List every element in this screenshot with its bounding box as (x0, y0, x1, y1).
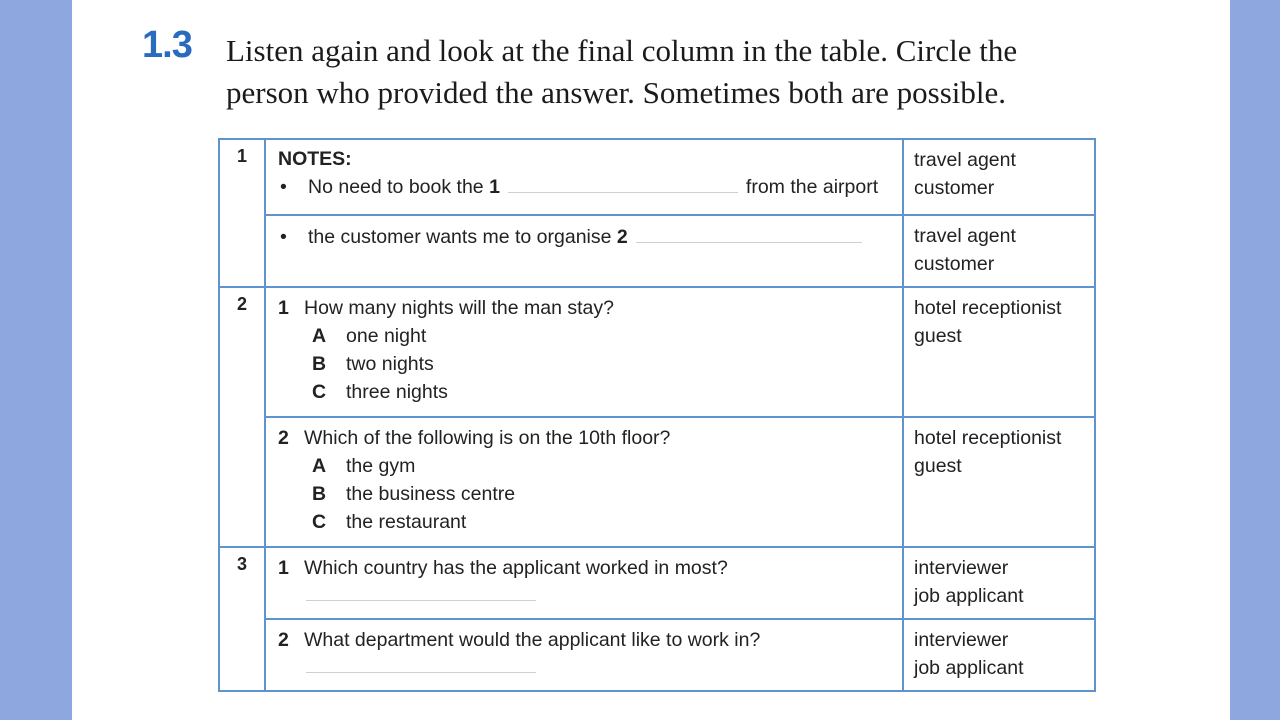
table-row (219, 619, 1095, 691)
question (278, 294, 892, 322)
gap-blank-1[interactable] (508, 174, 738, 193)
answer-cell (903, 619, 1095, 691)
option-letter: C (312, 381, 327, 403)
answer-cell (903, 139, 1095, 215)
option-text: the gym (346, 455, 416, 477)
question-cell (265, 287, 903, 417)
option-b[interactable] (278, 350, 892, 378)
question-number: 2 (278, 427, 289, 449)
question-cell (265, 619, 903, 691)
option-c[interactable] (278, 378, 892, 406)
row-index: 3 (219, 547, 265, 691)
option-a[interactable] (278, 322, 892, 350)
answer-option[interactable]: hotel receptionist (914, 427, 1062, 449)
note-text: the customer wants me to organise (308, 226, 612, 248)
option-letter: A (312, 455, 327, 477)
table-row (219, 287, 1095, 417)
option-c[interactable] (278, 508, 892, 536)
option-letter: C (312, 511, 327, 533)
option-text: the business centre (346, 483, 516, 505)
option-text: two nights (346, 353, 434, 375)
question-text: How many nights will the man stay? (304, 297, 614, 319)
option-text: one night (346, 325, 427, 347)
question-number: 2 (278, 629, 289, 651)
option-letter: B (312, 483, 327, 505)
answer-option[interactable]: interviewer (914, 629, 1009, 651)
exercise-table (218, 138, 1096, 692)
answer-cell (903, 287, 1095, 417)
answer-cell (903, 417, 1095, 547)
option-letter: A (312, 325, 327, 347)
question-text: Which country has the applicant worked in most? (304, 557, 728, 579)
option-text: the restaurant (346, 511, 467, 533)
answer-option[interactable]: interviewer (914, 557, 1009, 579)
row-index: 1 (219, 139, 265, 287)
answer-option[interactable]: hotel receptionist (914, 297, 1062, 319)
textbook-page (72, 0, 1230, 720)
option-letter: B (312, 353, 327, 375)
answer-option[interactable]: travel agent (914, 225, 1016, 247)
answer-cell (903, 215, 1095, 287)
answer-blank[interactable] (306, 654, 536, 673)
question-cell (265, 547, 903, 619)
table-row (219, 417, 1095, 547)
answer-option[interactable]: job applicant (914, 585, 1024, 607)
answer-blank[interactable] (306, 582, 536, 601)
option-a[interactable] (278, 452, 892, 480)
question (278, 626, 892, 654)
notes-cell (265, 215, 903, 287)
note-bullet (278, 222, 892, 252)
answer-option[interactable]: customer (914, 253, 995, 275)
question (278, 554, 892, 582)
answer-option[interactable]: job applicant (914, 657, 1024, 679)
answer-option[interactable]: travel agent (914, 149, 1016, 171)
table-row (219, 139, 1095, 215)
option-text: three nights (346, 381, 448, 403)
question-text: What department would the applicant like to work in? (304, 629, 761, 651)
question-number: 1 (278, 297, 289, 319)
answer-option[interactable]: guest (914, 325, 962, 347)
gap-number: 2 (616, 226, 628, 248)
question (278, 424, 892, 452)
bullet-dot-icon: • (280, 176, 287, 198)
table-row (219, 215, 1095, 287)
answer-option[interactable]: guest (914, 455, 962, 477)
table-row (219, 547, 1095, 619)
notes-cell (265, 139, 903, 215)
gap-number: 1 (489, 176, 500, 198)
gap-blank-2[interactable] (636, 224, 862, 243)
row-index: 2 (219, 287, 265, 547)
question-text: Which of the following is on the 10th floor? (304, 427, 671, 449)
notes-title: NOTES: (278, 148, 352, 170)
answer-option[interactable]: customer (914, 177, 995, 199)
answer-cell (903, 547, 1095, 619)
option-b[interactable] (278, 480, 892, 508)
exercise-instruction (226, 30, 1146, 114)
note-text: No need to book the (308, 176, 484, 198)
question-number: 1 (278, 557, 289, 579)
exercise-number: 1.3 (142, 24, 192, 66)
note-text: from the airport (745, 176, 879, 198)
question-cell (265, 417, 903, 547)
note-bullet (278, 172, 892, 202)
bullet-dot-icon: • (280, 226, 287, 248)
instruction-line-2: person who provided the answer. Sometimes both are possible. (226, 75, 1007, 110)
instruction-line-1: Listen again and look at the final column in the table. Circle the (226, 33, 1018, 68)
